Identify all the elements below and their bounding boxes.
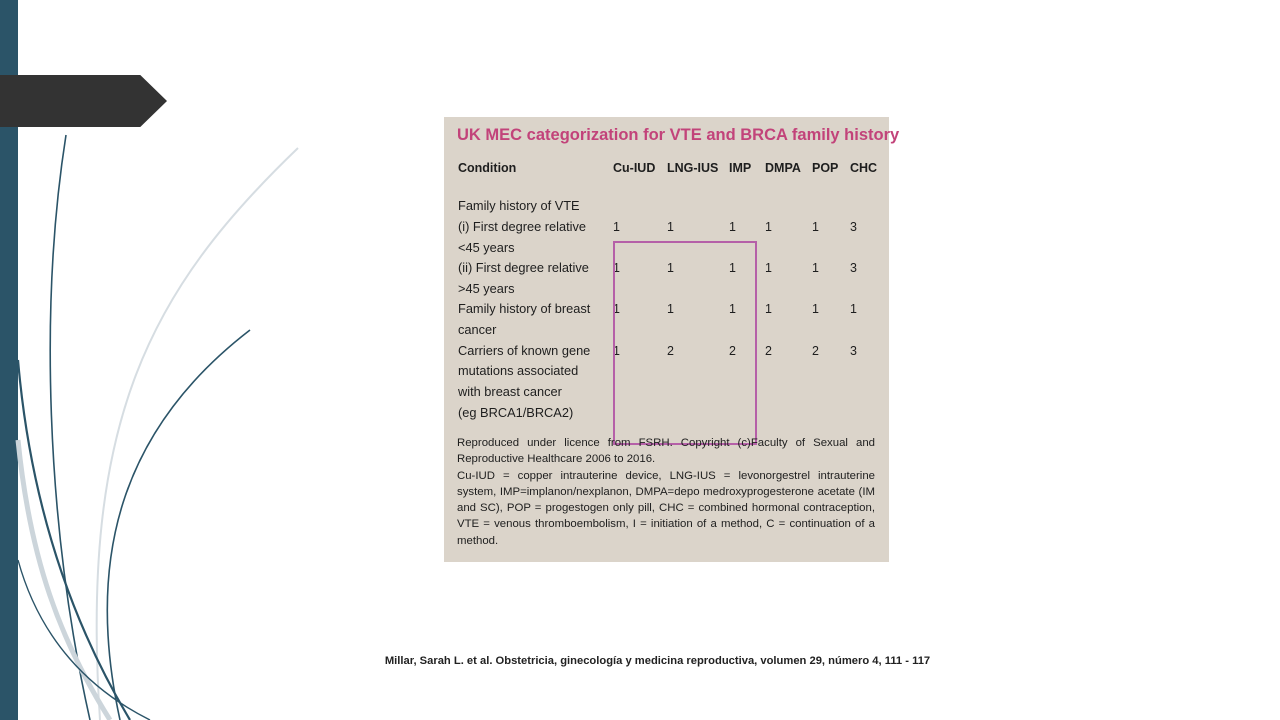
table-cell: 1 [667,302,674,316]
table-cell: 1 [812,261,819,275]
abbreviations-note: Cu-IUD = copper intrauterine device, LNG-IUS = levonorgestrel intrauterine system, IMP=implanon/nexplanon, DMPA=depo medroxyprogesterone acetate (IM and SC), POP = progestogen only pill, CHC = combined hormonal contraception, VTE = venous thromboembolism, I = initiation of a method, C = continuation of a method. [457,469,875,547]
table-cell: 3 [850,261,857,275]
row-condition-line: <45 years [458,240,515,255]
row-condition-line: (i) First degree relative [458,219,587,234]
highlight-box [613,241,757,445]
table-cell: 1 [613,261,620,275]
table-cell: 2 [765,344,772,358]
figure-title: UK MEC categorization for VTE and BRCA family history [457,126,900,144]
figure-notes [457,435,875,549]
row-condition-line: Carriers of known gene [458,343,591,358]
table-cell: 1 [812,220,819,234]
table-cell: 2 [667,344,674,358]
arrow-tab-decoration [0,75,167,127]
table-cell: 1 [765,261,772,275]
column-header-condition: Condition [458,161,517,175]
table-cell: 1 [812,302,819,316]
row-condition-line: mutations associated [458,363,579,378]
row-condition-line: >45 years [458,281,515,296]
row-condition-line: cancer [458,322,497,337]
table-cell: 1 [613,302,620,316]
column-header-imp: IMP [729,161,752,175]
table-cell: 3 [850,344,857,358]
column-header-pop: POP [812,161,839,175]
mec-table-figure [444,117,900,562]
table-cell: 1 [613,220,620,234]
table-cell: 2 [812,344,819,358]
column-header-dmpa: DMPA [765,161,801,175]
table-cell: 2 [729,344,736,358]
row-condition-line: Family history of breast [458,301,591,316]
table-cell: 1 [850,302,857,316]
row-condition-line: with breast cancer [458,384,562,399]
section-label: Family history of VTE [458,198,580,213]
table-cell: 1 [613,344,620,358]
column-header-chc: CHC [850,161,878,175]
table-cell: 3 [850,220,857,234]
table-cell: 1 [765,302,772,316]
column-header-cu-iud: Cu-IUD [613,161,656,175]
table-cell: 1 [667,261,674,275]
table-cell: 1 [729,220,736,234]
table-cell: 1 [765,220,772,234]
row-condition-line: (eg BRCA1/BRCA2) [458,405,574,420]
table-cell: 1 [729,302,736,316]
table-cell: 1 [729,261,736,275]
column-header-lng-ius: LNG-IUS [667,161,719,175]
table-cell: 1 [667,220,674,234]
license-note: Reproduced under licence from FSRH. Copyright (c)Faculty of Sexual and Reproductive Healthcare 2006 to 2016. [457,437,875,466]
source-citation: Millar, Sarah L. et al. Obstetricia, ginecología y medicina reproductiva, volumen 29, número 4, 111 - 117 [384,655,931,667]
row-condition-line: (ii) First degree relative [458,260,589,275]
